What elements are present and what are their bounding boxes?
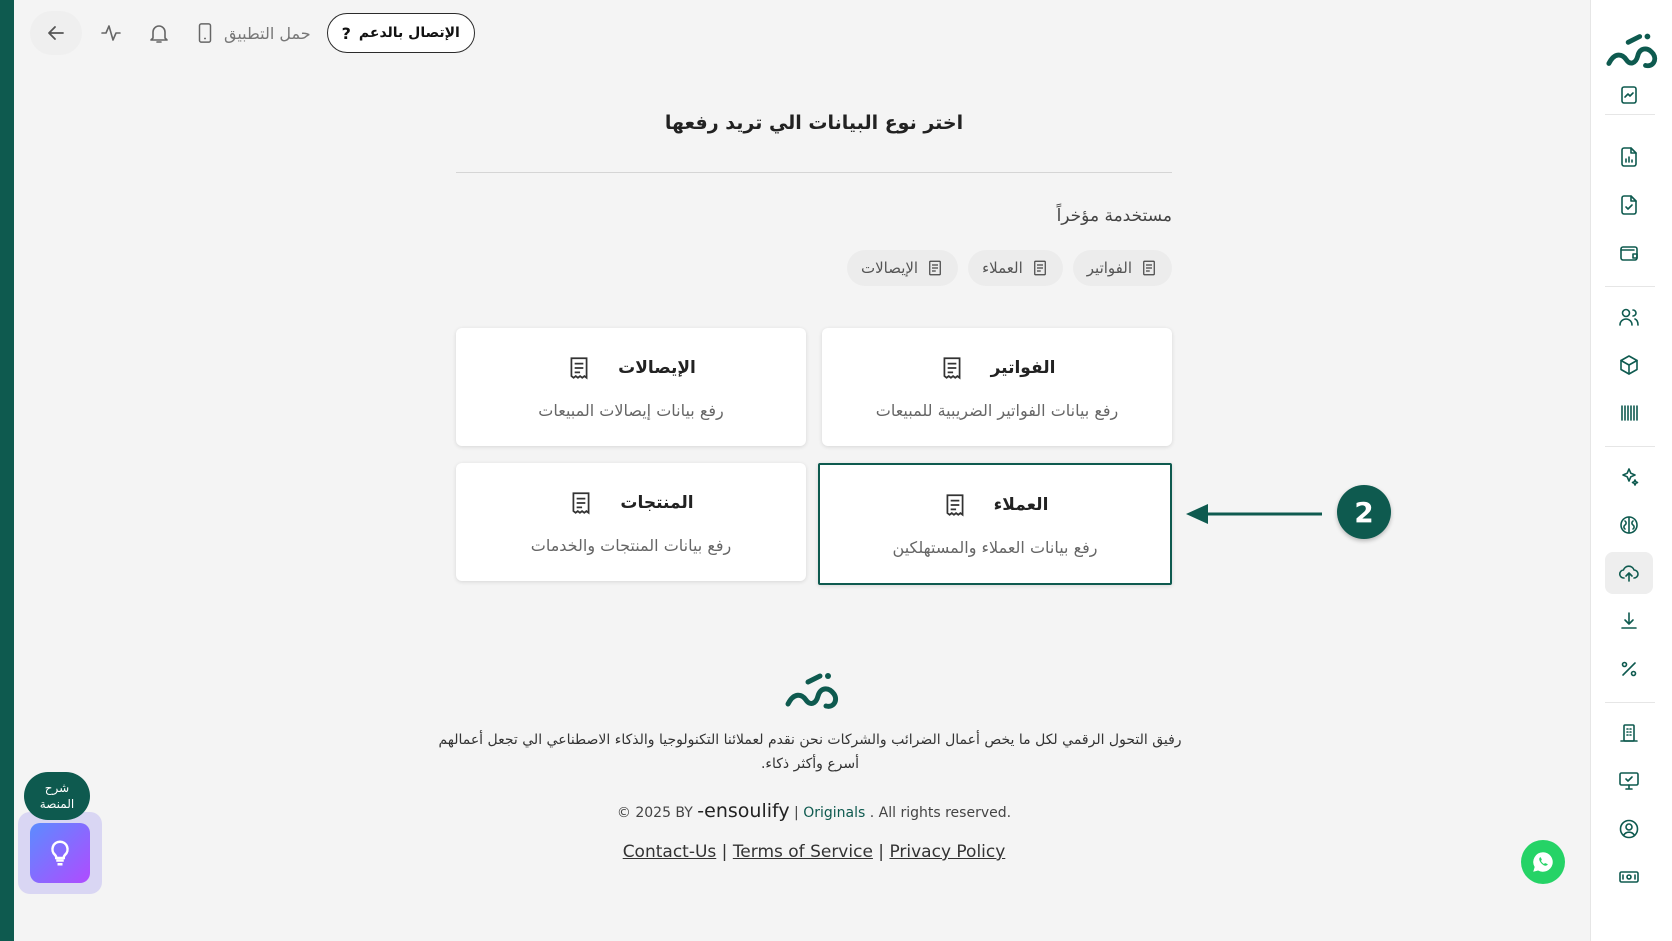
- copyright: © 2025 BY -ensoulify | Originals . All rights reserved.: [616, 800, 1012, 822]
- mobile-phone-icon: [194, 22, 216, 44]
- sidebar-item-company[interactable]: [1605, 712, 1653, 754]
- card-title: العملاء: [993, 494, 1049, 515]
- page-title: اختر نوع البيانات الي تريد رفعها: [664, 112, 964, 134]
- sidebar-item-file-check[interactable]: [1605, 184, 1653, 226]
- card-invoices[interactable]: [822, 328, 1172, 446]
- support-label: الإتصال بالدعم: [358, 25, 460, 41]
- privacy-policy-link[interactable]: Privacy Policy: [889, 842, 1006, 862]
- chip-label: الفواتير: [1086, 259, 1132, 277]
- card-description: رفع بيانات العملاء والمستهلكين: [892, 537, 1098, 557]
- guide-line-1: شرح: [44, 781, 70, 795]
- receipt-icon: [926, 259, 944, 277]
- guide-line-2: المنصة: [39, 797, 75, 811]
- recent-chip-customers[interactable]: [968, 250, 1063, 286]
- whatsapp-icon: [1530, 849, 1556, 875]
- back-arrow-icon: [44, 21, 68, 45]
- receipt-icon: [939, 355, 965, 381]
- sidebar-divider: [1605, 702, 1655, 703]
- bell-icon: [147, 21, 171, 45]
- download-icon: [1617, 609, 1641, 633]
- contact-us-link[interactable]: Contact-Us: [622, 842, 717, 862]
- sidebar-item-upload[interactable]: [1605, 552, 1653, 594]
- activity-icon: [99, 21, 123, 45]
- brain-icon: [1617, 513, 1641, 537]
- sidebar-item-barcode[interactable]: [1605, 392, 1653, 434]
- right-sidebar: [1590, 0, 1672, 941]
- sparkles-icon: [1617, 465, 1641, 489]
- activity-button[interactable]: [92, 14, 130, 52]
- recent-chips: [600, 250, 1172, 286]
- download-app-link[interactable]: [188, 22, 317, 44]
- sidebar-divider: [1605, 114, 1655, 115]
- annotation-arrow-icon: [1186, 502, 1326, 526]
- whatsapp-button[interactable]: [1521, 840, 1565, 884]
- card-description: رفع بيانات إيصالات المبيعات: [538, 400, 724, 420]
- recent-chip-receipts[interactable]: [847, 250, 958, 286]
- footer-brand: -ensoulify: [697, 800, 790, 822]
- receipt-icon: [1140, 259, 1158, 277]
- sidebar-item-reports[interactable]: [1605, 82, 1653, 108]
- card-title: المنتجات: [620, 492, 694, 513]
- sidebar-item-ai[interactable]: [1605, 456, 1653, 498]
- file-check-icon: [1617, 193, 1641, 217]
- card-description: رفع بيانات الفواتير الضريبية للمبيعات: [875, 400, 1119, 420]
- sidebar-item-file-chart[interactable]: [1605, 136, 1653, 178]
- lightbulb-button[interactable]: [30, 823, 90, 883]
- report-icon: [1617, 83, 1641, 107]
- chip-label: الإيصالات: [860, 259, 919, 277]
- rights-text: . All rights reserved.: [869, 805, 1012, 821]
- sidebar-divider: [1605, 446, 1655, 447]
- sidebar-item-percent[interactable]: [1605, 648, 1653, 690]
- money-icon: [1617, 865, 1641, 889]
- card-customers[interactable]: [818, 463, 1172, 585]
- sidebar-item-download[interactable]: [1605, 600, 1653, 642]
- recent-title: مستخدمة مؤخراً: [1056, 206, 1172, 226]
- user-circle-icon: [1617, 817, 1641, 841]
- divider: [456, 172, 1172, 173]
- left-accent-strip: [0, 0, 14, 941]
- sidebar-logo-icon[interactable]: [1605, 28, 1659, 72]
- wallet-icon: [1617, 241, 1641, 265]
- sidebar-divider: [1605, 286, 1655, 287]
- brand-logo-icon: [784, 668, 840, 712]
- building-icon: [1617, 721, 1641, 745]
- users-icon: [1617, 305, 1641, 329]
- terms-of-service-link[interactable]: Terms of Service: [732, 842, 873, 862]
- file-chart-icon: [1617, 145, 1641, 169]
- step-badge: 2: [1337, 485, 1391, 539]
- receipt-icon: [568, 490, 594, 516]
- platform-guide-bubble[interactable]: [24, 772, 90, 820]
- sidebar-item-billing[interactable]: [1605, 856, 1653, 898]
- footer-links: Contact-Us | Terms of Service | Privacy Policy: [622, 842, 1006, 862]
- chip-label: العملاء: [982, 259, 1023, 277]
- contact-support-button[interactable]: [327, 13, 475, 53]
- receipt-icon: [942, 492, 968, 518]
- lightbulb-icon: [45, 838, 75, 868]
- recent-chip-invoices[interactable]: [1073, 250, 1172, 286]
- sidebar-item-monitor[interactable]: [1605, 760, 1653, 802]
- topbar: [30, 10, 475, 56]
- box-icon: [1617, 353, 1641, 377]
- platform-guide-widget[interactable]: [18, 812, 102, 894]
- question-mark-icon: ?: [341, 23, 351, 43]
- copyright-prefix: © 2025 BY: [616, 805, 693, 821]
- receipt-icon: [1031, 259, 1049, 277]
- sidebar-item-profile[interactable]: [1605, 808, 1653, 850]
- percent-icon: [1617, 657, 1641, 681]
- monitor-check-icon: [1617, 769, 1641, 793]
- barcode-icon: [1617, 401, 1641, 425]
- card-title: الإيصالات: [618, 357, 696, 378]
- sidebar-item-wallet[interactable]: [1605, 232, 1653, 274]
- card-title: الفواتير: [990, 357, 1056, 378]
- card-description: رفع بيانات المنتجات والخدمات: [530, 535, 732, 555]
- notifications-button[interactable]: [140, 14, 178, 52]
- sidebar-item-products[interactable]: [1605, 344, 1653, 386]
- card-receipts[interactable]: [456, 328, 806, 446]
- sidebar-item-brain[interactable]: [1605, 504, 1653, 546]
- originals-link[interactable]: Originals: [803, 805, 866, 821]
- download-app-label: حمل التطبيق: [224, 23, 311, 43]
- back-button[interactable]: [30, 11, 82, 55]
- cloud-upload-icon: [1617, 561, 1641, 585]
- receipt-icon: [566, 355, 592, 381]
- card-products[interactable]: [456, 463, 806, 581]
- sidebar-item-users[interactable]: [1605, 296, 1653, 338]
- footer-tagline: رفيق التحول الرقمي لكل ما يخص أعمال الضرائب والشركات نحن نقدم لعملائنا التكنولوجيا والذكاء الاصطناعي الي تجعل أعمالهم أسرع وأكثر ذكاء.: [438, 732, 1182, 772]
